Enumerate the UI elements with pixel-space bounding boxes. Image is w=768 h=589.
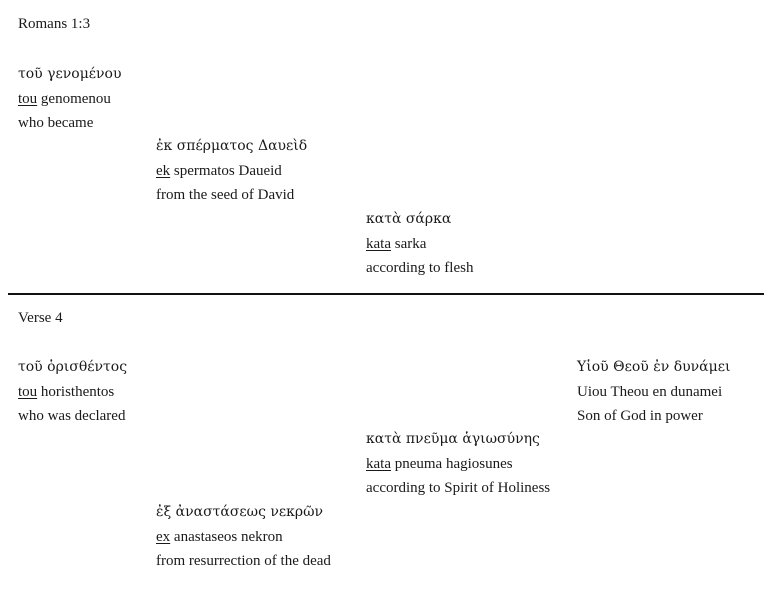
transliteration-head: kata — [366, 455, 391, 472]
transliteration-head: tou — [18, 383, 38, 400]
phrase-block-tou-genomenou — [18, 62, 122, 136]
transliteration-head: ex — [156, 528, 171, 545]
phrase-block-tou-horisthentos — [18, 355, 127, 429]
greek-text: ἐκ σπέρματος Δαυεὶδ — [156, 138, 308, 154]
english-translation: from resurrection of the dead — [156, 553, 331, 569]
section-heading-verse-4: Verse 4 — [18, 310, 63, 326]
transliteration-head: ek — [156, 162, 171, 179]
transliteration-head: tou — [18, 90, 38, 107]
greek-text: τοῦ γενομένου — [18, 66, 122, 82]
greek-text: Υἱοῦ Θεοῦ ἐν δυνάμει — [577, 359, 731, 375]
transliteration — [18, 380, 127, 405]
section-divider — [8, 293, 764, 295]
transliteration-rest: pneuma hagiosunes — [390, 455, 513, 472]
greek-text: κατὰ σάρκα — [366, 211, 452, 227]
transliteration-head: kata — [366, 235, 391, 252]
phrase-block-ex-anastaseos — [156, 500, 331, 574]
phrase-block-ek-spermatos — [156, 134, 307, 208]
english-translation: according to Spirit of Holiness — [366, 480, 551, 496]
transliteration-rest: anastaseos nekron — [170, 528, 283, 545]
transliteration — [366, 232, 473, 257]
transliteration — [156, 159, 307, 184]
transliteration — [577, 380, 730, 405]
phrase-block-kata-pneuma — [366, 427, 550, 501]
greek-text: ἐξ ἀναστάσεως νεκρῶν — [156, 504, 324, 520]
phrase-block-uiou-theou — [577, 355, 730, 429]
transliteration-rest: Uiou Theou en dunamei — [577, 383, 723, 400]
transliteration-rest: spermatos Daueid — [170, 162, 282, 179]
transliteration-rest: sarka — [390, 235, 427, 252]
english-translation: Son of God in power — [577, 408, 703, 424]
transliteration-rest: genomenou — [37, 90, 111, 107]
transliteration — [156, 525, 331, 550]
english-translation: according to flesh — [366, 260, 474, 276]
english-translation: who was declared — [18, 408, 126, 424]
english-translation: from the seed of David — [156, 187, 295, 203]
transliteration — [366, 452, 550, 477]
greek-text: τοῦ ὁρισθέντος — [18, 359, 128, 375]
english-translation: who became — [18, 115, 94, 131]
greek-text: κατὰ πνεῦμα ἁγιωσύνης — [366, 431, 540, 447]
phrase-block-kata-sarka — [366, 207, 473, 281]
transliteration-rest: horisthentos — [37, 383, 115, 400]
section-heading-romans-1-3: Romans 1:3 — [18, 16, 91, 32]
transliteration — [18, 87, 122, 112]
